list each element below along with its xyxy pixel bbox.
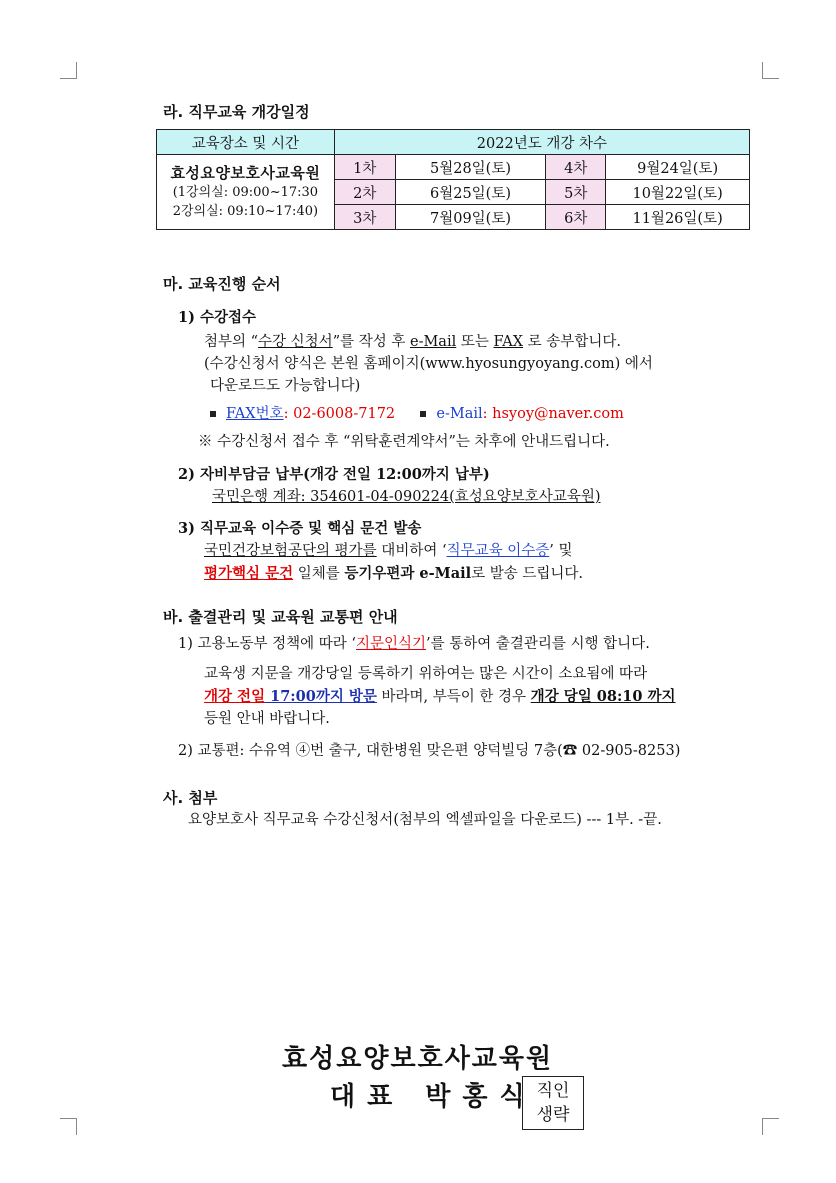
email-label: e-Mail [436,406,483,422]
step1-note: ※ 수강신청서 접수 후 “위탁훈련계약서”는 차후에 안내드립니다. [198,434,610,450]
step3-title: 3) 직무교육 이수증 및 핵심 문건 발송 [178,520,422,537]
attendance-line2: 교육생 지문을 개강당일 등록하기 위하여는 많은 시간이 소요됨에 따라 [204,666,648,682]
session-label: 6차 [546,205,606,230]
email-address: : hsyoy@naver.com [482,406,624,422]
step1-line2: (수강신청서 양식은 본원 홈페이지(www.hyosungyoyang.com) 에서 [204,356,653,372]
seal-omitted-box [522,1076,584,1130]
schedule-table [156,129,750,230]
step3-line2: 평가핵심 문건 일체를 등기우편과 e-Mail로 발송 드립니다. [204,565,584,582]
fingerprint-reader-text: 지문인식기 [356,636,427,652]
seal-line1: 직인 [536,1081,570,1101]
fax-number: : 02-6008-7172 [283,406,396,422]
crop-mark-bottom-right [762,1118,779,1135]
step2-title: 2) 자비부담금 납부(개강 전일 12:00까지 납부) [178,466,490,483]
header-location: 교육장소 및 시간 [157,130,335,155]
session-label: 3차 [334,205,395,230]
attendance-line3: 개강 전일 17:00까지 방문 바라며, 부득이 한 경우 개강 당일 08:10 까지 [204,688,676,705]
section-ma-title: 마. 교육진행 순서 [163,275,281,293]
session-date: 6월25일(토) [395,180,546,205]
session-label: 2차 [334,180,395,205]
session-label: 5차 [546,180,606,205]
step3-line1: 국민건강보험공단의 평가를 대비하여 ‘직무교육 이수증’ 및 [204,543,573,559]
session-label: 4차 [546,155,606,180]
session-label: 1차 [334,155,395,180]
evaluation-docs-text: 평가핵심 문건 [204,565,294,582]
attendance-item1: 1) 고용노동부 정책에 따라 ‘지문인식기’를 통하여 출결관리를 시행 합니다. [178,636,650,652]
section-ba-title: 바. 출결관리 및 교육원 교통편 안내 [163,608,398,626]
crop-mark-bottom-left [60,1118,77,1135]
session-date: 11월26일(토) [606,205,750,230]
session-date: 9월24일(토) [606,155,750,180]
table-row [157,155,750,180]
certificate-text: 직무교육 이수증 [446,543,550,559]
fax-label: FAX번호 [226,406,284,422]
transport-info: 2) 교통편: 수유역 ④번 출구, 대한병원 맞은편 양덕빌딩 7층(☎ 02-905-8253) [178,743,681,759]
application-form-text: 수강 신청서 [258,334,333,350]
attachment-line: 요양보호사 직무교육 수강신청서(첨부의 엑셀파일을 다운로드) --- 1부. -끝. [188,812,662,828]
header-schedule: 2022년도 개강 차수 [334,130,749,155]
step1-line3: 다운로드도 가능합니다) [210,378,361,394]
crop-mark-top-right [762,62,779,79]
bullet-icon [210,411,216,417]
seal-line2: 생략 [536,1105,570,1125]
session-date: 10월22일(토) [606,180,750,205]
room1-hours: (1강의실: 09:00~17:30 [172,184,319,200]
location-cell [157,155,335,230]
location-name: 효성요양보호사교육원 [170,163,321,182]
step1-title: 1) 수강접수 [178,309,257,326]
footer-representative: 대표 박홍식 [330,1082,537,1112]
crop-mark-top-left [60,62,77,79]
session-date: 5월28일(토) [395,155,546,180]
section-ra-title: 라. 직무교육 개강일정 [163,103,310,121]
footer-organization: 효성요양보호사교육원 [282,1044,554,1074]
contact-line [210,402,624,423]
session-date: 7월09일(토) [395,205,546,230]
room2-hours: 2강의실: 09:10~17:40) [172,203,319,219]
section-sa-title: 사. 첨부 [163,789,218,807]
step1-line1: 첨부의 “수강 신청서”를 작성 후 e-Mail 또는 FAX 로 송부합니다. [204,334,621,350]
attendance-line4: 등원 안내 바랍니다. [204,711,330,727]
schedule-header-row [157,130,750,155]
bullet-icon [420,411,426,417]
bank-account: 국민은행 계좌: 354601-04-090224(효성요양보호사교육원) [212,489,601,505]
